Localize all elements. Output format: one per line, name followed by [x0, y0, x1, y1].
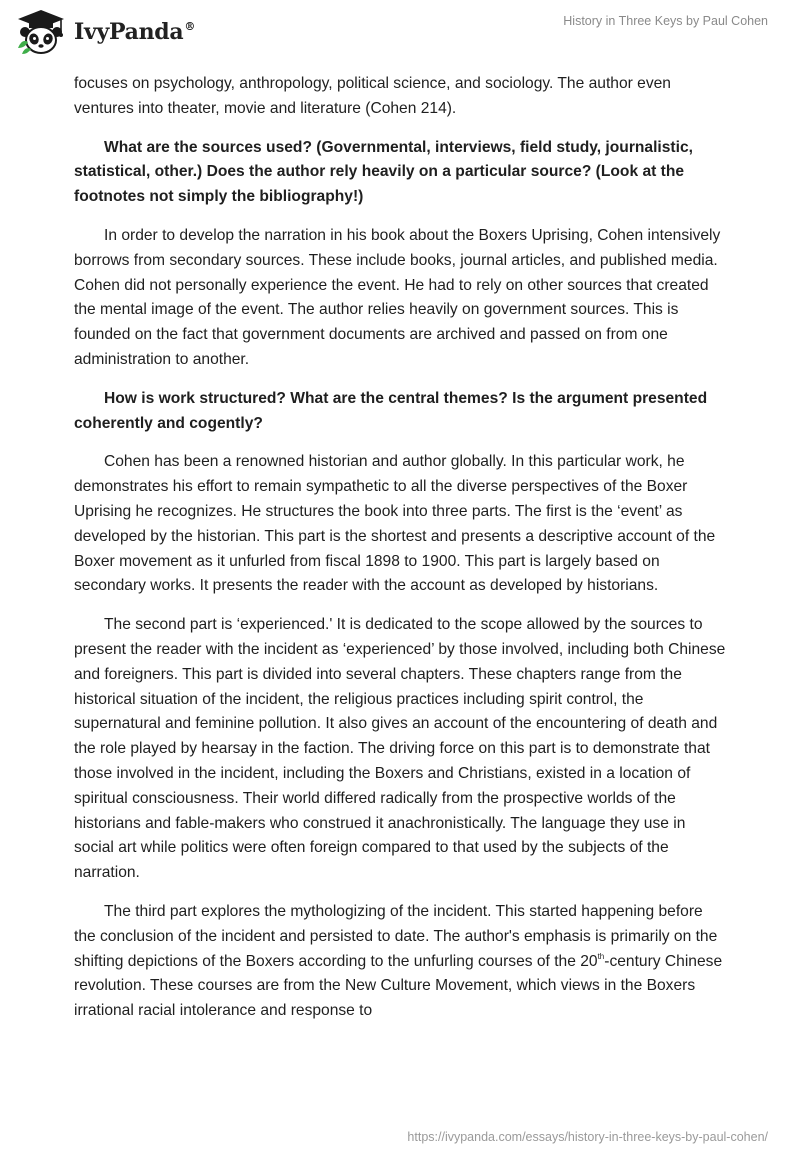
essay-body: [74, 72, 726, 1038]
page-header: [0, 0, 800, 70]
paragraph: focuses on psychology, anthropology, political science, and sociology. The author even ventures into theater, movie and literature (Cohen 214).: [74, 75, 671, 117]
ordinal-suffix: th: [597, 951, 605, 961]
paragraph: Cohen has been a renowned historian and author globally. In this particular work, he demonstrates his effort to remain sympathetic to all the diverse perspectives of the Boxer Uprising he recognizes. He structures the book into three parts. The first is the ‘event’ as developed by the historian. This part is the shortest and presents a descriptive account of the Boxer movement as it unfurled from fiscal 1898 to 1900. This part is largely based on secondary works. It presents the reader with the account as developed by historians.: [74, 453, 716, 595]
paragraph: In order to develop the narration in his book about the Boxers Uprising, Cohen intensively borrows from secondary sources. These include books, journal articles, and published media. Cohen did not personally experience the event. He had to rely on other sources that created the mental image of the event. The author relies heavily on government sources. This is founded on the fact that government documents are archived and passed on from one administration to another.: [74, 226, 721, 368]
paragraph: [74, 900, 726, 1024]
document-title: History in Three Keys by Paul Cohen: [563, 14, 768, 28]
paragraph-text: -century Chinese revolution. These courses are from the New Culture Movement, which views in the Boxers irrational racial intolerance and response to: [74, 952, 723, 1020]
source-url[interactable]: https://ivypanda.com/essays/history-in-three-keys-by-paul-cohen/: [407, 1130, 768, 1144]
question-heading: What are the sources used? (Governmental, interviews, field study, journalistic, statistical, other.) Does the author rely heavily on a particular source? (Look at the footnotes not simply the bibliography!): [74, 138, 693, 206]
panda-graduate-icon: [14, 8, 68, 56]
paragraph-text: The third part explores the mythologizing of the incident. This started happening before the conclusion of the incident and persisted to date. The author's emphasis is primarily on the shifting depictions of the Boxers according to the unfurling courses of the 20: [74, 902, 718, 970]
question-heading: How is work structured? What are the central themes? Is the argument presented coherently and cogently?: [74, 389, 708, 432]
logo[interactable]: [14, 8, 214, 56]
brand-name: IvyPanda®: [74, 19, 196, 45]
paragraph: The second part is ‘experienced.' It is dedicated to the scope allowed by the sources to present the reader with the incident as ‘experienced’ by those involved, including both Chinese and foreigners. This part is divided into several chapters. These chapters range from the historical situation of the incident, the religious practices including spirit control, the supernatural and feminine pollution. It also gives an account of the encountering of death and the role played by hearsay in the faction. The driving force on this part is to demonstrate that those involved in the incident, including the Boxers and Christians, existed in a location of spiritual consciousness. Their world differed radically from the prospective worlds of the historians and fable-makers who construed it anachronistically. The language they use in social art while politics were often foreign compared to that used by the subjects of the narration.: [74, 616, 726, 882]
